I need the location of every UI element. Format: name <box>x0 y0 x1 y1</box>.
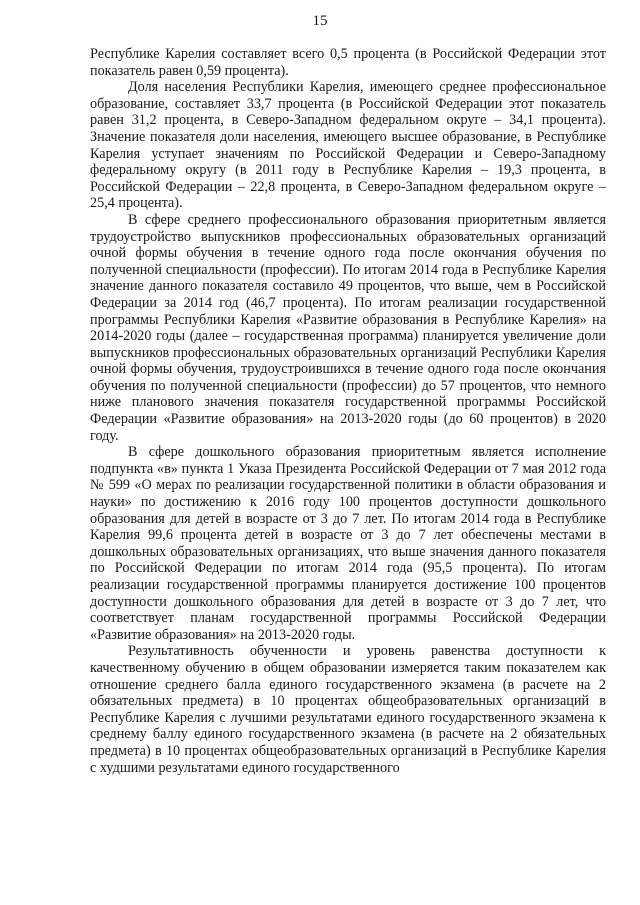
paragraph-population-education: Доля населения Республики Карелия, имеющего среднее профессиональное образование, составляет 33,7 процента (в Российской Федерации этот показатель равен 31,2 процента, в Северо-Западном федеральном округе – 34,1 процента). Значение показателя доли населения, имеющего высшее образование, в Республике Карелия уступает значениям по Российской Федерации и Северо-Западному федеральному округу (в 2011 году в Республике Карелия – 19,3 процента, в Российской Федерации – 22,8 процента, в Северо-Западном федеральном округе – 25,4 процента). <box>90 79 606 212</box>
paragraph-preschool-education: В сфере дошкольного образования приоритетным является исполнение подпункта «в» пункта 1 Указа Президента Российской Федерации от 7 мая 2012 года № 599 «О мерах по реализации государственной политики в области образования и науки» по достижению к 2016 году 100 процентов доступности дошкольного образования для детей в возрасте от 3 до 7 лет. По итогам 2014 года в Республике Карелия 99,6 процента детей в возрасте от 3 до 7 лет обеспечены местами в дошкольных образовательных организациях, что выше значения данного показателя по Российской Федерации по итогам 2014 года (95,5 процента). По итогам реализации государственной программы планируется достижение 100 процентов доступности дошкольного образования для детей в возрасте от 3 до 7 лет, что соответствует планам государственной программы Российской Федерации «Развитие образования» на 2013-2020 годы. <box>90 444 606 643</box>
paragraph-general-education-results: Результативность обученности и уровень равенства доступности к качественному обучению в общем образовании измеряется таким показателем как отношение среднего балла единого государственного экзамена (в расчете на 2 обязательных предмета) в 10 процентах общеобразовательных организаций в Республике Карелия с лучшими результатами единого государственного экзамена к среднему баллу единого государственного экзамена (в расчете на 2 обязательных предмета) в 10 процентах общеобразовательных организаций в Республике Карелия с худшими результатами единого государственного <box>90 643 606 776</box>
document-body <box>90 46 606 776</box>
page-number: 15 <box>312 13 328 29</box>
paragraph-continuation: Республике Карелия составляет всего 0,5 процента (в Российской Федерации этот показатель равен 0,59 процента). <box>90 46 606 79</box>
paragraph-vocational-education: В сфере среднего профессионального образования приоритетным является трудоустройство выпускников профессиональных образовательных организаций очной формы обучения в течение одного года после окончания обучения по полученной специальности (профессии). По итогам 2014 года в Республике Карелия значение данного показателя составило 49 процентов, что выше, чем в Российской Федерации за 2014 год (46,7 процента). По итогам реализации государственной программы Республики Карелия «Развитие образования в Республике Карелия» на 2014-2020 годы (далее – государственная программа) планируется увеличение доли выпускников профессиональных образовательных организаций Республики Карелия очной формы обучения, трудоустроившихся в течение одного года после окончания обучения по полученной специальности (профессии) до 57 процентов, что немного ниже планового значения показателя государственной программы Российской Федерации «Развитие образования» на 2013-2020 годы (до 60 процентов) в 2020 году. <box>90 211 606 444</box>
